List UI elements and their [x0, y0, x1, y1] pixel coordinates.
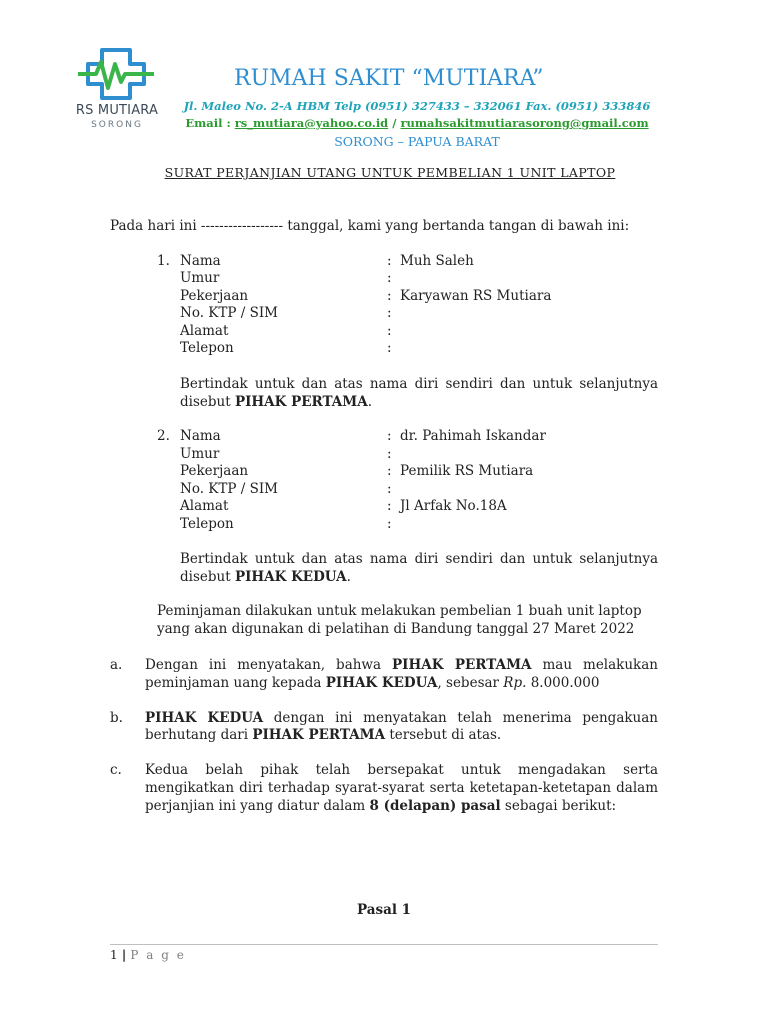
purpose-line-2: yang akan digunakan di pelatihan di Bandung tanggal 27 Maret 2022 [157, 621, 635, 637]
clause-c-line-3 [145, 798, 616, 816]
party-1-age-label: Umur [180, 270, 220, 286]
clause-c-text: perjanjian ini yang diatur dalam [145, 798, 370, 814]
clause-b-line-1 [145, 710, 658, 728]
party-2-role-end: . [346, 569, 351, 585]
party-2-role: PIHAK KEDUA [234, 569, 347, 585]
hospital-name: RUMAH SAKIT “MUTIARA” [234, 66, 544, 91]
clause-a-text: Dengan ini menyatakan, bahwa [145, 657, 393, 673]
party-2-job-label: Pekerjaan [180, 463, 249, 479]
clause-a-amount: 8.000.000 [526, 675, 600, 691]
email-label: Email : [185, 116, 235, 130]
party-1-statement-line-2 [180, 394, 372, 412]
party-1-role-end: . [367, 394, 372, 410]
colon: : [387, 498, 392, 514]
email-link-gmail[interactable]: rumahsakitmutiarasorong@gmail.com [400, 116, 649, 130]
party-1-name-label: Nama [180, 253, 221, 269]
footer-divider [110, 944, 658, 945]
colon: : [387, 305, 392, 321]
page-label: P a g e [130, 948, 186, 962]
clause-c-marker: c. [110, 762, 122, 778]
email-separator: / [388, 116, 401, 130]
clause-c-line-1: Kedua belah pihak telah bersepakat untuk mengadakan serta [145, 762, 658, 778]
party-2-job-value: Pemilik RS Mutiara [400, 463, 534, 479]
clause-b-text: tersebut di atas. [385, 727, 502, 743]
clause-c-pasal-count: 8 (delapan) pasal [369, 798, 501, 814]
hospital-logo [72, 46, 162, 132]
clause-a-currency: Rp. [503, 675, 527, 691]
party-2-phone-label: Telepon [180, 516, 234, 532]
party-1-name-value: Muh Saleh [400, 253, 474, 269]
party-2-statement-text: disebut [180, 569, 235, 585]
clause-a-party: PIHAK KEDUA [325, 675, 438, 691]
party-1-number: 1. [157, 253, 170, 269]
page-number: 1 [110, 948, 118, 962]
clause-a-text: mau melakukan [531, 657, 658, 673]
party-1-address-label: Alamat [180, 323, 229, 339]
intro-paragraph: Pada hari ini ------------------ tanggal, kami yang bertanda tangan di bawah ini: [110, 218, 630, 234]
colon: : [387, 481, 392, 497]
party-2-number: 2. [157, 428, 170, 444]
clause-b-party: PIHAK PERTAMA [252, 727, 386, 743]
clause-b-text: dengan ini menyatakan telah menerima pengakuan [263, 710, 658, 726]
party-1-phone-label: Telepon [180, 340, 234, 356]
colon: : [387, 516, 392, 532]
party-2-name-label: Nama [180, 428, 221, 444]
party-1-id-label: No. KTP / SIM [180, 305, 278, 321]
clause-a-party: PIHAK PERTAMA [392, 657, 532, 673]
colon: : [387, 253, 392, 269]
party-1-statement-text: disebut [180, 394, 235, 410]
clause-b-line-2 [145, 727, 501, 745]
party-1-job-value: Karyawan RS Mutiara [400, 288, 552, 304]
clause-b-text: berhutang dari [145, 727, 253, 743]
logo-subtitle: SORONG [91, 120, 143, 130]
clause-a-marker: a. [110, 657, 123, 673]
clause-a-line-1 [145, 657, 658, 675]
clause-b-marker: b. [110, 710, 123, 726]
hospital-region: SORONG – PAPUA BARAT [334, 134, 500, 149]
hospital-address: Jl. Maleo No. 2-A HBM Telp (0951) 327433 – 332061 Fax. (0951) 333846 [183, 99, 651, 113]
colon: : [387, 270, 392, 286]
party-2-age-label: Umur [180, 446, 220, 462]
footer-separator: | [117, 948, 131, 962]
party-2-address-label: Alamat [180, 498, 229, 514]
party-1-statement-line-1: Bertindak untuk dan atas nama diri sendiri dan untuk selanjutnya [180, 376, 658, 392]
clause-a-line-2 [145, 675, 599, 693]
party-2-statement-line-1: Bertindak untuk dan atas nama diri sendiri dan untuk selanjutnya [180, 551, 658, 567]
email-link-yahoo[interactable]: rs_mutiara@yahoo.co.id [234, 116, 389, 130]
party-2-name-value: dr. Pahimah Iskandar [400, 428, 546, 444]
party-1-role: PIHAK PERTAMA [234, 394, 368, 410]
colon: : [387, 288, 392, 304]
medical-cross-heartbeat-icon [78, 46, 154, 104]
colon: : [387, 463, 392, 479]
clause-a-text: , sebesar [437, 675, 504, 691]
pasal-heading: Pasal 1 [356, 902, 412, 918]
clause-c-line-2: mengikatkan diri terhadap syarat-syarat serta ketetapan-ketetapan dalam [145, 780, 658, 796]
logo-name: RS MUTIARA [75, 103, 159, 118]
clause-b-party: PIHAK KEDUA [145, 710, 264, 726]
party-2-statement-line-2 [180, 569, 351, 587]
purpose-line-1: Peminjaman dilakukan untuk melakukan pembelian 1 buah unit laptop [157, 603, 642, 619]
email-line [172, 116, 662, 130]
party-2-id-label: No. KTP / SIM [180, 481, 278, 497]
colon: : [387, 446, 392, 462]
party-1-job-label: Pekerjaan [180, 288, 249, 304]
colon: : [387, 340, 392, 356]
colon: : [387, 323, 392, 339]
party-2-address-value: Jl Arfak No.18A [400, 498, 507, 514]
clause-c-text: sebagai berikut: [500, 798, 617, 814]
colon: : [387, 428, 392, 444]
clause-a-text: peminjaman uang kepada [145, 675, 326, 691]
page-footer [110, 948, 186, 962]
document-title: SURAT PERJANJIAN UTANG UNTUK PEMBELIAN 1 UNIT LAPTOP [164, 165, 616, 180]
